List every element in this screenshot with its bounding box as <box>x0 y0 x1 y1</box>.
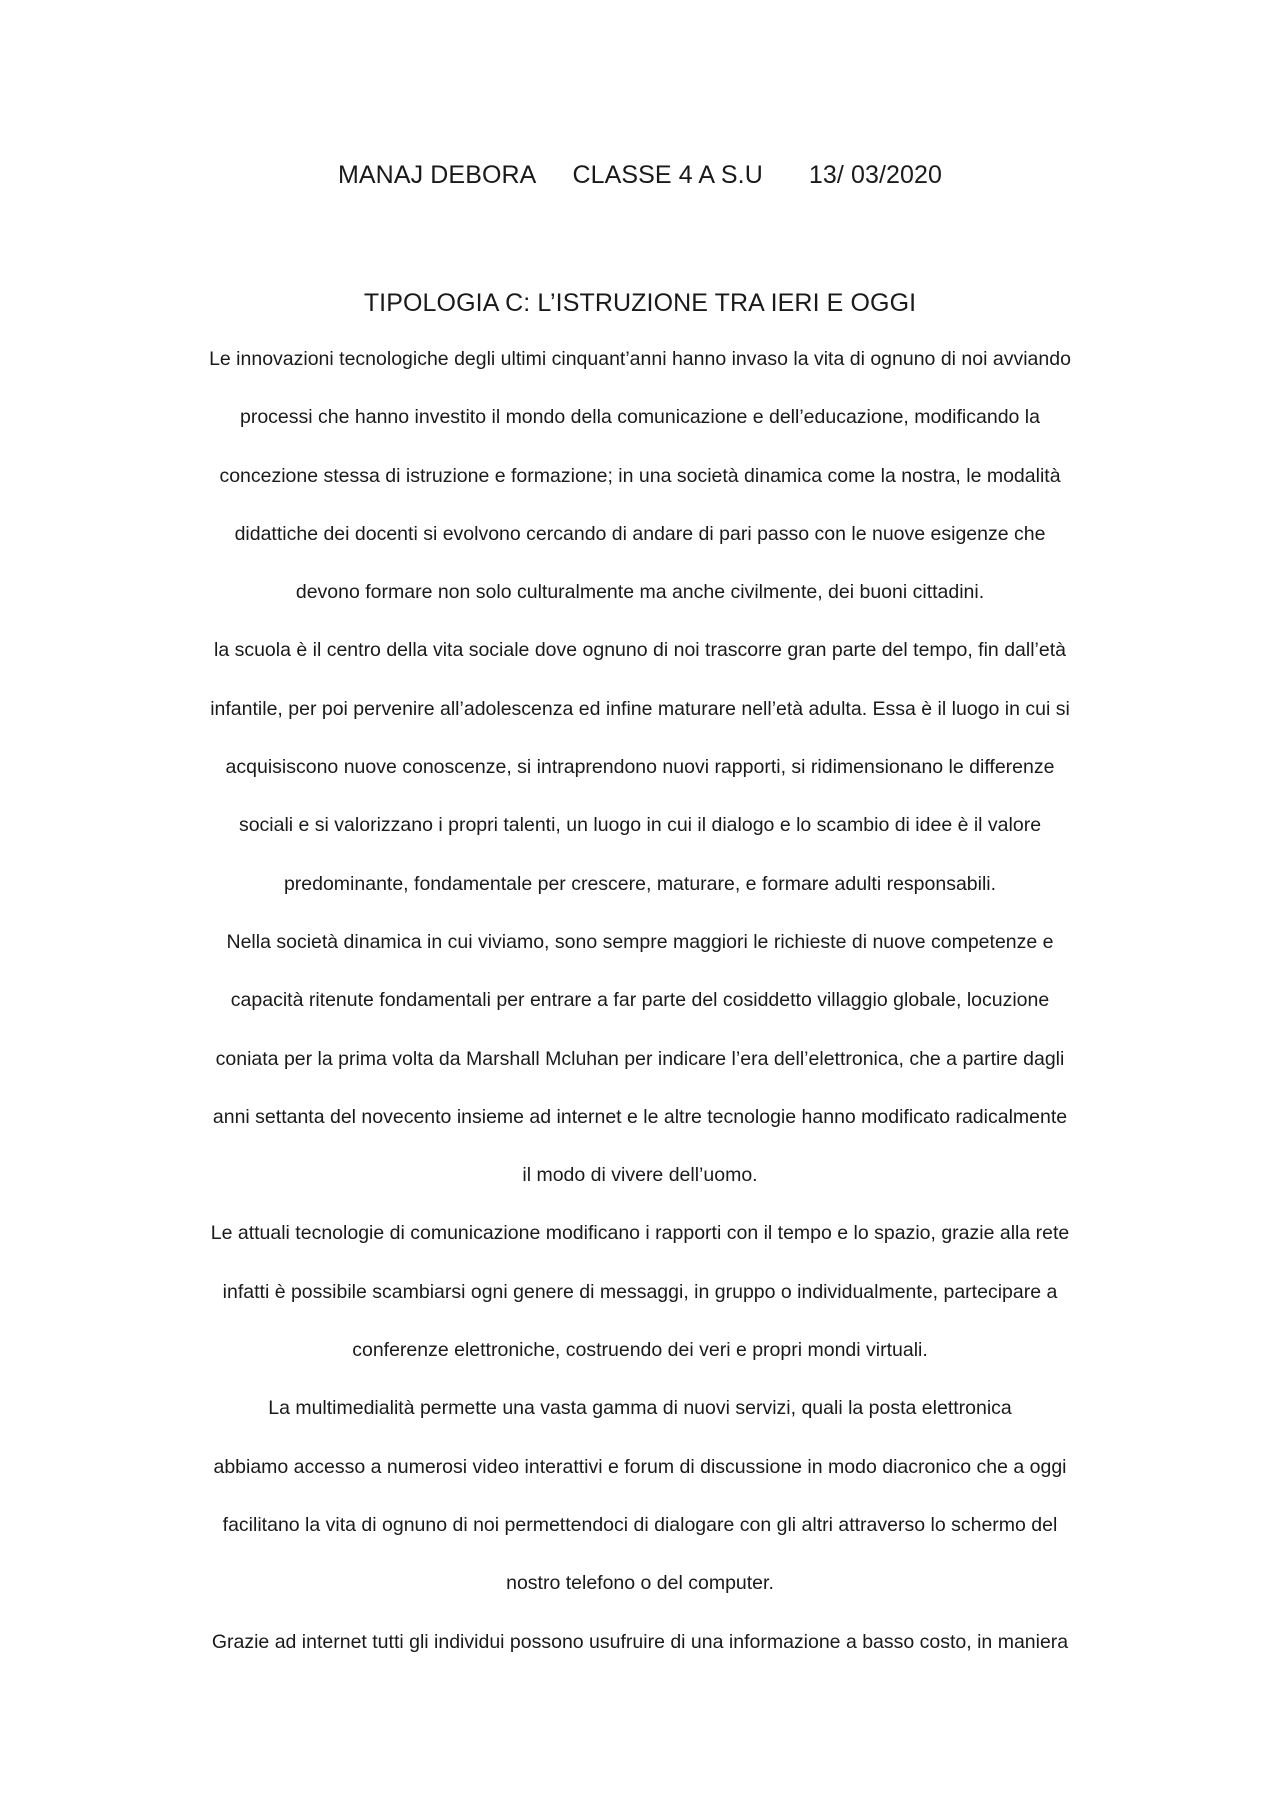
text-line: Le attuali tecnologie di comunicazione modificano i rapporti con il tempo e lo spazio, grazie alla rete <box>210 1222 1070 1245</box>
header-line <box>0 158 1280 192</box>
essay-title: TIPOLOGIA C: L’ISTRUZIONE TRA IERI E OGGI <box>363 289 917 317</box>
text-line: abbiamo accesso a numerosi video interattivi e forum di discussione in modo diacronico che a oggi <box>213 1455 1067 1478</box>
text-line: La multimedialità permette una vasta gamma di nuovi servizi, quali la posta elettronica <box>268 1397 1012 1420</box>
text-line: infantile, per poi pervenire all’adolescenza ed infine maturare nell’età adulta. Essa è il luogo in cui si <box>210 697 1070 720</box>
text-line: predominante, fondamentale per crescere, maturare, e formare adulti responsabili. <box>283 872 997 895</box>
text-line: devono formare non solo culturalmente ma anche civilmente, dei buoni cittadini. <box>295 581 985 604</box>
student-name: MANAJ DEBORA <box>337 161 537 189</box>
text-line: infatti è possibile scambiarsi ogni genere di messaggi, in gruppo o individualmente, partecipare a <box>222 1280 1058 1303</box>
text-line: il modo di vivere dell’uomo. <box>522 1164 758 1187</box>
text-line: conferenze elettroniche, costruendo dei veri e propri mondi virtuali. <box>352 1339 928 1362</box>
text-line: didattiche dei docenti si evolvono cercando di andare di pari passo con le nuove esigenze che <box>234 522 1046 545</box>
text-line: acquisiscono nuove conoscenze, si intraprendono nuovi rapporti, si ridimensionano le differenze <box>225 756 1055 779</box>
text-line: nostro telefono o del computer. <box>506 1572 774 1595</box>
text-line: anni settanta del novecento insieme ad internet e le altre tecnologie hanno modificato radicalmente <box>212 1105 1068 1128</box>
text-line: coniata per la prima volta da Marshall Mcluhan per indicare l’era dell’elettronica, che a partire dagli <box>215 1047 1065 1070</box>
date-label: 13/ 03/2020 <box>808 161 943 189</box>
text-line: Grazie ad internet tutti gli individui possono usufruire di una informazione a basso costo, in maniera <box>211 1630 1069 1653</box>
text-line: sociali e si valorizzano i propri talenti, un luogo in cui il dialogo e lo scambio di idee è il valore <box>238 814 1042 837</box>
text-line: la scuola è il centro della vita sociale dove ognuno di noi trascorre gran parte del tempo, fin dall’età <box>213 639 1066 662</box>
text-line: Le innovazioni tecnologiche degli ultimi cinquant’anni hanno invaso la vita di ognuno di noi avviando <box>209 348 1071 370</box>
essay-body <box>130 344 1150 1685</box>
text-line: Nella società dinamica in cui viviamo, sono sempre maggiori le richieste di nuove competenze e <box>226 930 1054 953</box>
text-line: concezione stessa di istruzione e formazione; in una società dinamica come la nostra, le modalità <box>219 464 1061 487</box>
text-line: capacità ritenute fondamentali per entrare a far parte del cosiddetto villaggio globale, locuzione <box>230 989 1050 1012</box>
class-label: CLASSE 4 A S.U <box>572 161 763 189</box>
text-line: processi che hanno investito il mondo della comunicazione e dell’educazione, modificando la <box>240 406 1040 429</box>
text-line: facilitano la vita di ognuno di noi permettendoci di dialogare con gli altri attraverso lo schermo del <box>222 1513 1058 1536</box>
